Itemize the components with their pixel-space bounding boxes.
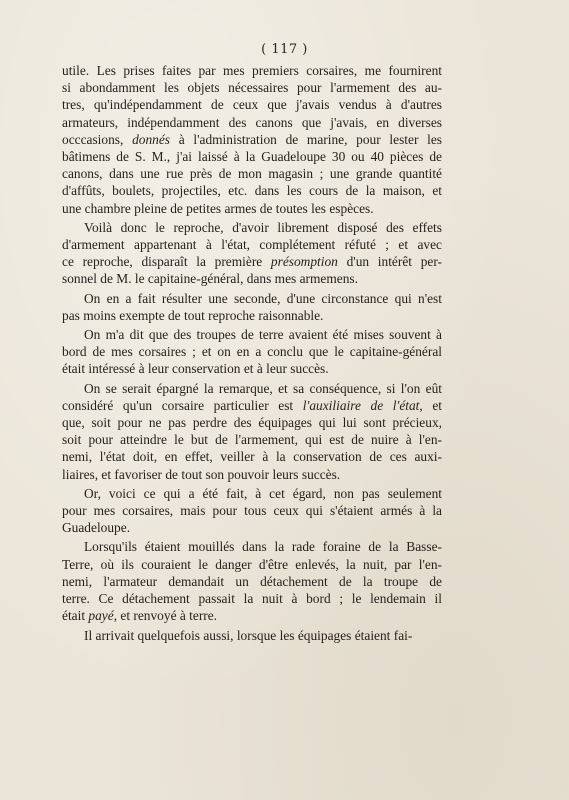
text-line: d'armement appartenant à l'état, complétement réfuté ; et avec <box>62 237 442 253</box>
text-line: utile. Les prises faites par mes premiers corsaires, me fournirent <box>62 63 442 78</box>
text-line: pas moins exempte de tout reproche raisonnable. <box>62 307 324 323</box>
text-line: tres, qu'indépendamment de ceux que j'avais vendus à d'autres <box>62 97 442 113</box>
text-line: nemi, l'état doit, en effet, veiller à la conservation de ces auxi- <box>62 449 442 465</box>
paragraph <box>62 538 442 624</box>
text-line: Terre, où ils couraient le danger d'être enlevés, la nuit, par l'en- <box>62 556 442 572</box>
text-line: considéré qu'un corsaire particulier est l'auxiliaire de l'état, et <box>62 397 443 413</box>
body-text <box>62 62 442 644</box>
text-line: occcasions, donnés à l'administration de marine, pour lester les <box>62 131 442 147</box>
paragraph <box>62 219 442 288</box>
paragraph <box>62 290 442 324</box>
text-line: Voilà donc le reproche, d'avoir librement disposé des effets <box>84 219 442 235</box>
paragraph <box>62 380 442 483</box>
text-line: soit pour atteindre le but de l'armement, qui est de nuire à l'en- <box>62 432 442 448</box>
text-line: terre. Ce détachement passait la nuit à bord ; le lendemain il <box>62 591 442 607</box>
text-line: armateurs, indépendamment des canons que j'avais, en diverses <box>62 114 442 130</box>
paragraph <box>62 485 442 537</box>
text-line: sonnel de M. le capitaine-général, dans mes armemens. <box>62 271 358 287</box>
text-line: On m'a dit que des troupes de terre avaient été mises souvent à <box>84 327 442 343</box>
italic-text: donnés <box>132 131 170 147</box>
italic-text: l'auxiliaire de l'état <box>302 397 420 413</box>
text-line: Guadeloupe. <box>62 520 131 536</box>
text-line: était intéressé à leur conservation et à leur succès. <box>62 361 329 377</box>
text-line: canons, dans une rue près de mon magasin ; une grande quantité <box>62 166 442 182</box>
text-line: On en a fait résulter une seconde, d'une circonstance qui n'est <box>84 290 442 306</box>
text-line: si abondamment les objets nécessaires pour l'armement des au- <box>62 80 442 96</box>
text-line: pour mes corsaires, mais pour tous ceux qui s'étaient armés à la <box>62 503 442 519</box>
text-line: bord de mes corsaires ; et on en a conclu que le capitaine-général <box>62 344 442 360</box>
text-line: une chambre pleine de petites armes de toutes les espèces. <box>62 200 374 216</box>
italic-text: présomption <box>270 254 338 270</box>
paragraph <box>62 62 442 217</box>
text-line: nemi, l'armateur demandait un détachement de la troupe de <box>62 573 442 589</box>
text-line: On se serait épargné la remarque, et sa conséquence, si l'on eût <box>84 380 442 396</box>
text-line: d'affûts, boulets, projectiles, etc. dans les cours de la maison, et <box>62 183 442 199</box>
text-line: bâtimens de S. M., j'ai laissé à la Guadeloupe 30 ou 40 pièces de <box>62 149 442 165</box>
text-line: Lorsqu'ils étaient mouillés dans la rade foraine de la Basse- <box>84 539 442 555</box>
text-line: Il arrivait quelquefois aussi, lorsque les équipages étaient fai- <box>84 627 413 643</box>
paragraph <box>62 326 442 378</box>
italic-text: payé <box>88 608 114 624</box>
text-line: liaires, et favoriser de tout son pouvoir leurs succès. <box>62 466 341 482</box>
text-line: ce reproche, disparaît la première présomption d'un intérêt per- <box>62 254 442 270</box>
text-line: que, soit pour ne pas perdre des équipages qui lui sont précieux, <box>62 415 442 431</box>
text-line: Or, voici ce qui a été fait, à cet égard, non pas seulement <box>84 485 442 501</box>
text-line: était payé, et renvoyé à terre. <box>62 608 218 624</box>
paragraph <box>62 627 442 644</box>
page-number: ( 117 ) <box>261 42 308 57</box>
